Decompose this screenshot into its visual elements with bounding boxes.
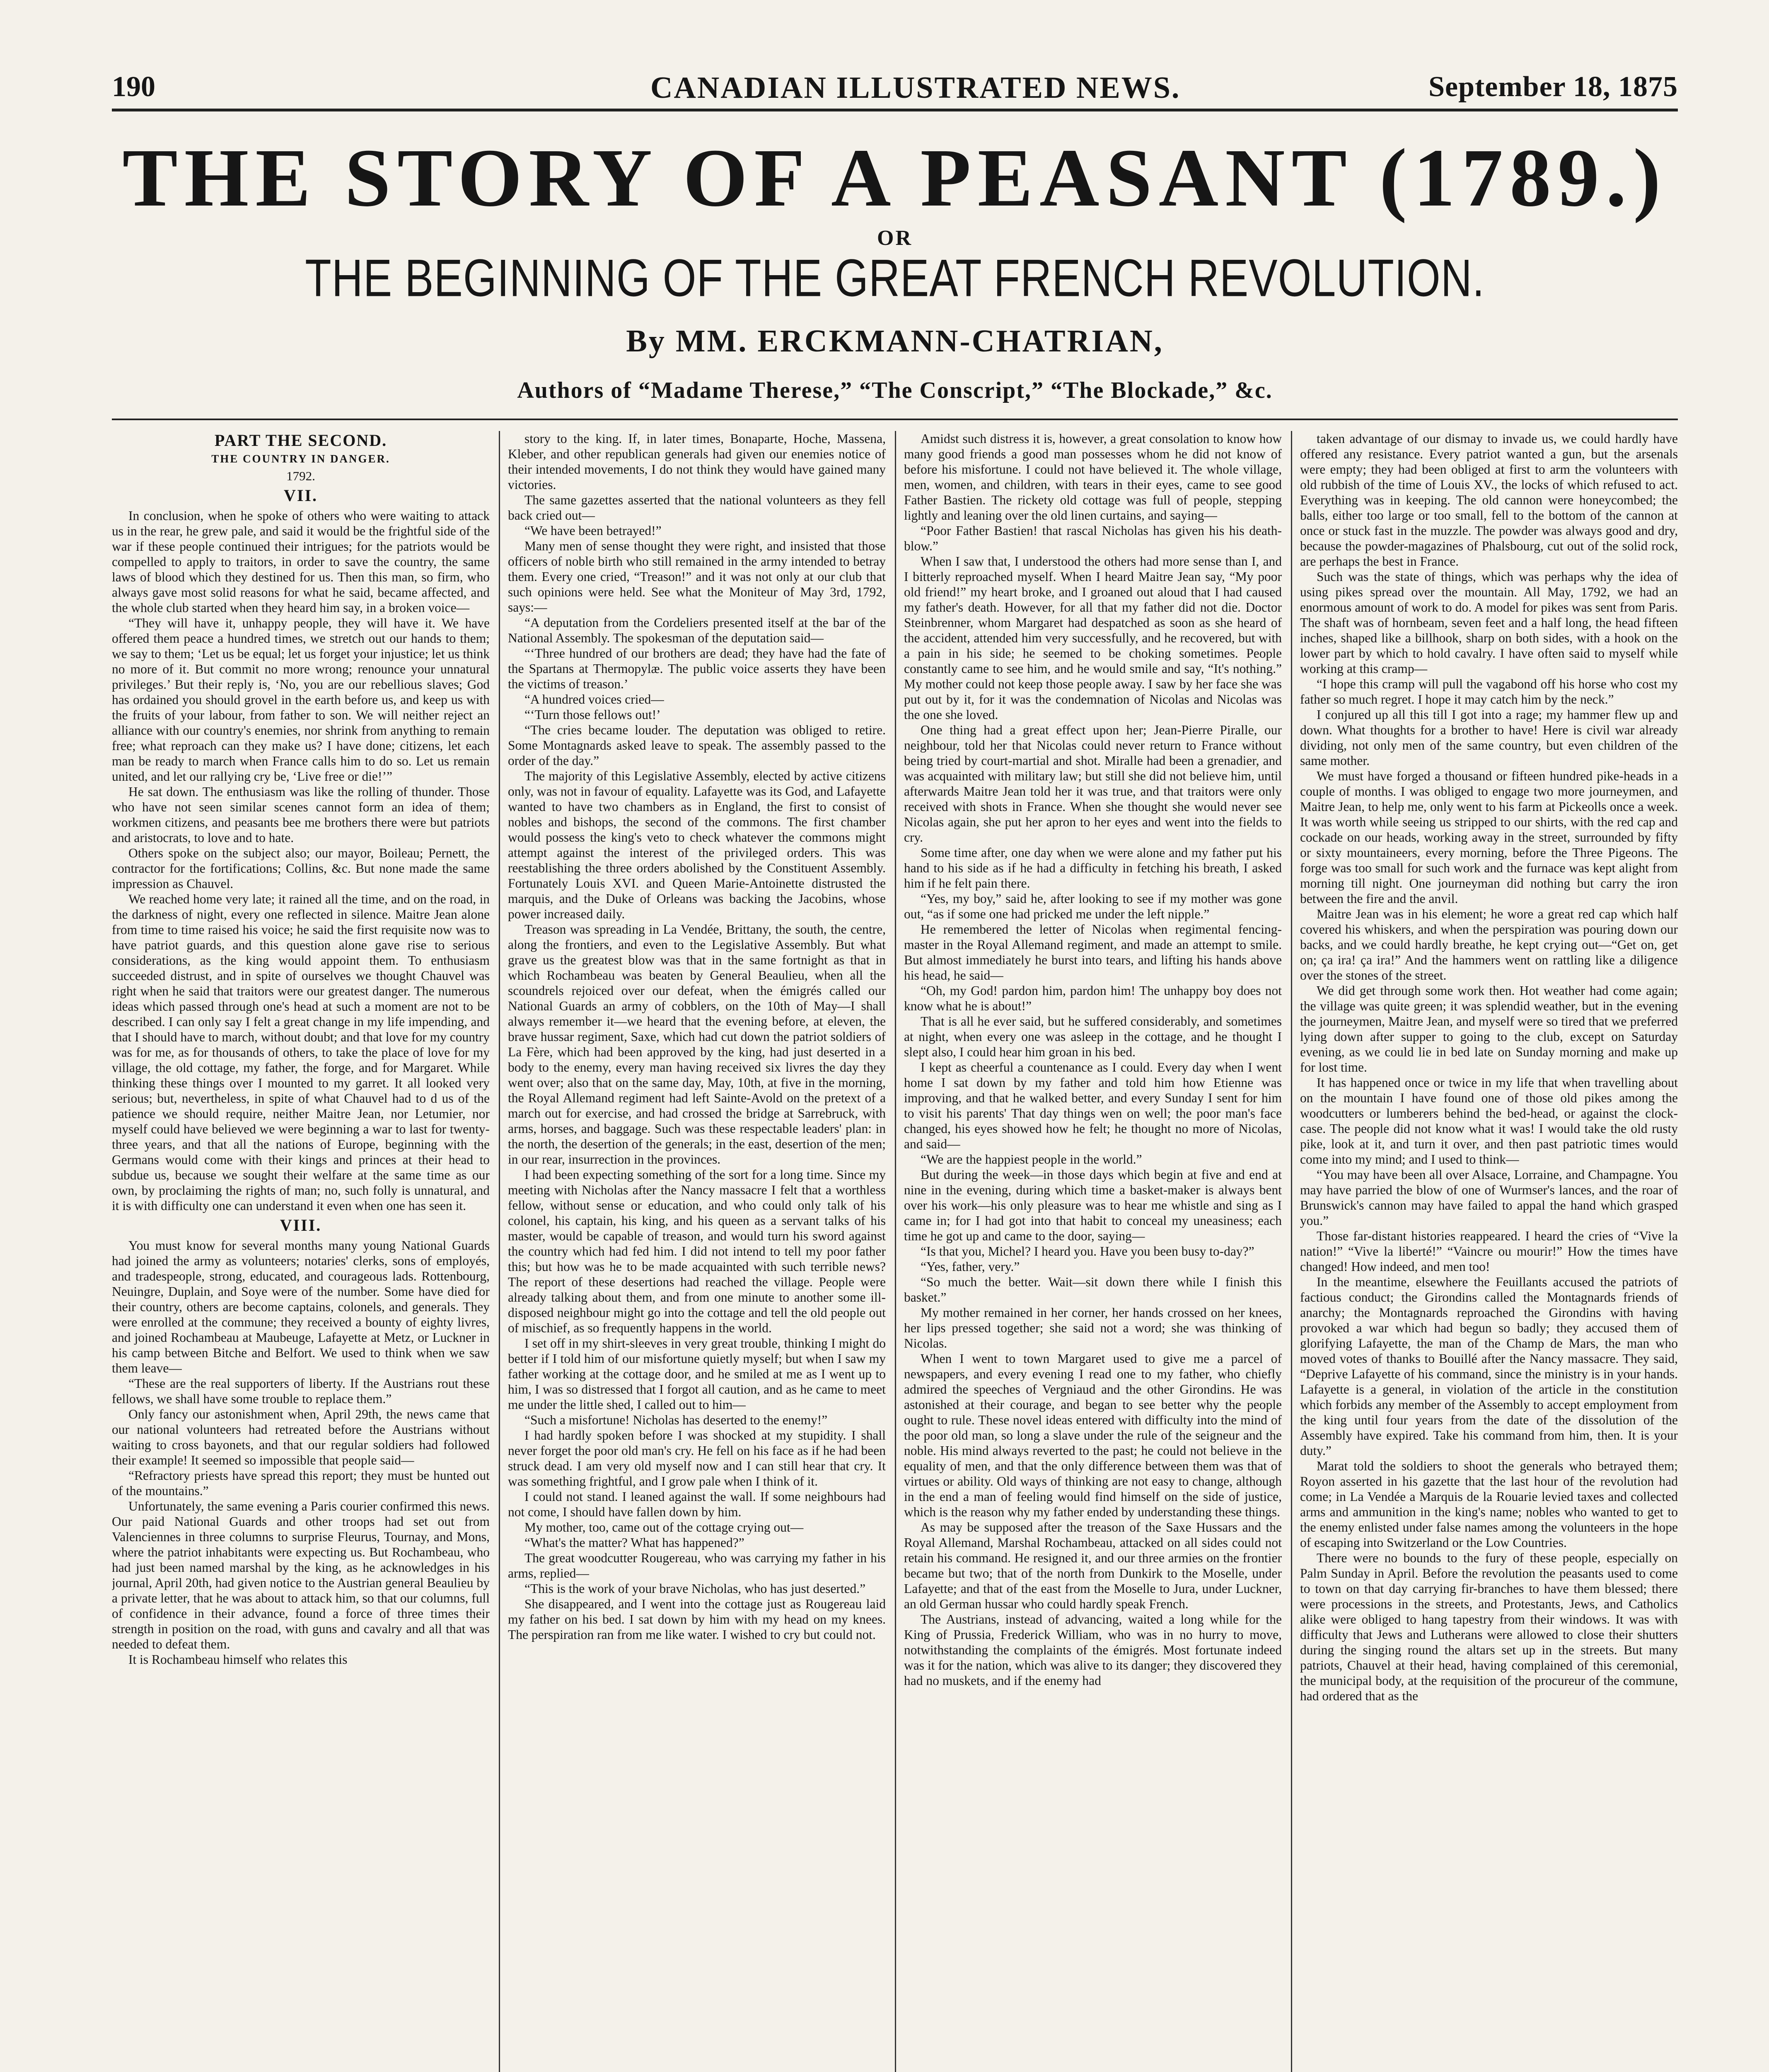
paragraph: There were no bounds to the fury of these people, especially on Palm Sunday in April. Before the revolution the peasants used to come to town on that day carrying fir-branches to have them blessed; there were processions in the streets, and Protestants, Jews, and Catholics alike were obliged to hang tapestry from their windows. It was with difficulty that Jews and Lutherans were allowed to close their shutters during the singing round the altars set up in the streets. But many patriots, Chauvel at their head, having complained of this ceremonial, the municipal body, at the requisition of the procureur of the commune, had ordered that as the bbox=[1300, 1551, 1678, 1703]
paragraph: The same gazettes asserted that the national volunteers as they fell back cried out— bbox=[508, 493, 886, 523]
paragraph: “This is the work of your brave Nicholas, who has just deserted.” bbox=[524, 1581, 866, 1596]
paragraph: “Such a misfortune! Nicholas has deserted to the enemy!” bbox=[524, 1413, 828, 1427]
paragraph: Only fancy our astonishment when, April 29th, the news came that our national volunteers had retreated before the Austrians without waiting to cross bayonets, and that our regular soldiers had followed their example! It seemed so impossible that people said— bbox=[112, 1407, 490, 1467]
part-heading: PART THE SECOND. bbox=[214, 431, 387, 450]
paragraph: “Yes, father, very.” bbox=[921, 1259, 1020, 1274]
article-column-4 bbox=[1300, 431, 1678, 2072]
paragraph: “I hope this cramp will pull the vagabond off his horse who cost my father so much regret. I hope it may catch him by the neck.” bbox=[1300, 677, 1678, 707]
paragraph: Marat told the soldiers to shoot the generals who betrayed them; Royon asserted in his gazette that the last hour of the revolution had come; in La Vendée a Marquis de la Rouarie levied taxes and collected arms and ammunition in the king's name; nobles who wanted to get to the enemy enlisted under false names among the volunteers in the hope of escaping into Switzerland or the Low Countries. bbox=[1300, 1459, 1678, 1550]
paragraph: It has happened once or twice in my life that when travelling about on the mountain I have found one of those old pikes among the woodcutters or lumberers behind the bed-head, or against the clock-case. The people did not know what it was! I would take the old rusty pike, look at it, and turn it over, and then past patriotic times would come into my mind; and I used to think— bbox=[1300, 1075, 1678, 1167]
article-column-3 bbox=[904, 431, 1282, 2072]
article-columns bbox=[112, 431, 1678, 2072]
paragraph: One thing had a great effect upon her; Jean-Pierre Piralle, our neighbour, told her that Nicolas could never return to France without being tried by court-martial and shot. Miralle had been a grenadier, and was acquainted with military law; but still she did not believe him, until afterwards Maitre Jean told her it was true, and that traitors were only received with shots in France. When she thought she would never see Nicolas again, she put her apron to her eyes and went into the fields to cry. bbox=[904, 723, 1282, 845]
paragraph: Treason was spreading in La Vendée, Brittany, the south, the centre, along the frontiers, and even to the Legislative Assembly. But what grave us the greatest blow was that in the same fortnight as that in which Rochambeau was beaten by General Beaulieu, when all the scoundrels rejoiced over our defeat, when the émigrés called our National Guards an army of cobblers, on the 10th of May—I shall always remember it—we heard that the evening before, at eleven, the brave hussar regiment, Saxe, which had cut down the patriot soldiers of La Fère, which had been approved by the king, had just deserted in a body to the enemy, every man having received six livres the day they went over; also that on the same day, May, 10th, at five in the morning, the Royal Allemand regiment had left Sainte-Avold on the pretext of a march out for exercise, and had crossed the bridge at Sarrebruck, with arms, horses, and baggage. Such was these respectable leaders' plan: in the north, the desertion of the generals; in the east, desertion of the men; in our rear, insurrection in the provinces. bbox=[508, 922, 886, 1167]
paragraph: “Refractory priests have spread this report; they must be hunted out of the mountains.” bbox=[112, 1468, 490, 1498]
paragraph: We did get through some work then. Hot weather had come again; the village was quite green; it was splendid weather, but in the evening the journeymen, Maitre Jean, and myself were so tired that we preferred lying down after supper to going to the club, except on Saturday evening, as we could lie in bed late on Sunday morning and make up for lost time. bbox=[1300, 983, 1678, 1075]
story-title: THE STORY OF A PEASANT (1789.) bbox=[122, 132, 1668, 224]
paragraph: But during the week—in those days which begin at five and end at nine in the evening, during which time a basket-maker is always bent over his work—his only pleasure was to hear me whistle and sing as I came in; for I had got into that habit to conceal my uneasiness; each time he got up and came to the door, saying— bbox=[904, 1167, 1282, 1243]
paragraph: “A hundred voices cried— bbox=[524, 692, 664, 707]
article-column-1 bbox=[112, 431, 490, 2072]
paragraph: The majority of this Legislative Assembly, elected by active citizens only, was not in favour of equality. Lafayette was its God, and Lafayette wanted to have two chambers as in England, the first to consist of nobles and bishops, the second of the commons. The first chamber would possess the king's veto to check whatever the commons might attempt against the interest of the privileged orders. This was reestablishing the three orders abolished by the Constituent Assembly. Fortunately Louis XVI. and Queen Marie-Antoinette distrusted the marquis, and the Duke of Orleans was backing the Jacobins, whose power increased daily. bbox=[508, 769, 886, 921]
paragraph: “We have been betrayed!” bbox=[524, 523, 662, 538]
running-header bbox=[112, 70, 1678, 112]
column-divider bbox=[895, 431, 896, 2072]
column-1-text bbox=[112, 508, 490, 1213]
paragraph: I had been expecting something of the sort for a long time. Since my meeting with Nicholas after the Nancy massacre I felt that a worthless fellow, without sense or education, and who could only talk of his colonel, his captain, his king, and his queen as a servant talks of his master, would be capable of treason, and would turn his sword against the country which had fed him. I did not intend to tell my poor father this; but how was he to be made acquainted with such terrible news? The report of these desertions had reached the village. People were already talking about them, and from one minute to another some ill-disposed neighbour might go into the cottage and tell the old people out of mischief, as so frequently happens in the world. bbox=[508, 1167, 886, 1335]
paragraph: “The cries became louder. The deputation was obliged to retire. Some Montagnards asked leave to speak. The assembly passed to the order of the day.” bbox=[508, 723, 886, 768]
column-1-continued-text bbox=[112, 1238, 490, 1667]
paragraph: Some time after, one day when we were alone and my father put his hand to his side as if he had a difficulty in fetching his breath, I asked him if he felt pain there. bbox=[904, 845, 1282, 891]
paragraph: “We are the happiest people in the world.” bbox=[921, 1152, 1142, 1167]
paragraph: taken advantage of our dismay to invade us, we could hardly have offered any resistance. Every patriot wanted a gun, but the arsenals were empty; they had been obliged at first to arm the volunteers with old rubbish of the time of Louis XV., the locks of which refused to act. Everything was in keeping. The old cannon were honeycombed; the balls, either too large or too small, fell to the bottom of the cannon at once or stuck fast in the muzzle. The powder was always good and dry, because the powder-magazines of Phalsbourg, cut out of the solid rock, are perhaps the best in France. bbox=[1300, 431, 1678, 569]
paragraph: He sat down. The enthusiasm was like the rolling of thunder. Those who have not seen similar scenes cannot form an idea of them; workmen citizens, and peasants bee me brothers there were but patriots and aristocrats, to love and to hate. bbox=[112, 784, 490, 845]
chapter-heading-viii: VIII. bbox=[280, 1216, 322, 1234]
paragraph: I could not stand. I leaned against the wall. If some neighbours had not come, I should have fallen down by him. bbox=[508, 1489, 886, 1519]
article-column-2 bbox=[508, 431, 886, 2072]
issue-date: September 18, 1875 bbox=[1428, 71, 1678, 103]
paragraph: “Poor Father Bastien! that rascal Nicholas has given his his death-blow.” bbox=[904, 523, 1282, 553]
paragraph: The Austrians, instead of advancing, waited a long while for the King of Prussia, Frederick William, who was in no hurry to move, notwithstanding the complaints of the émigrés. Most fortunate indeed was it for the nation, which was alive to its danger; they discovered they had no muskets, and if the enemy had bbox=[904, 1612, 1282, 1688]
header-rule bbox=[112, 109, 1678, 111]
paragraph: “‘Turn those fellows out!’ bbox=[524, 707, 661, 722]
paragraph: He remembered the letter of Nicolas when regimental fencing-master in the Royal Allemand regiment, and made an attempt to smile. But almost immediately he burst into tears, and lifting his hands above his head, he said— bbox=[904, 922, 1282, 983]
paragraph: “These are the real supporters of liberty. If the Austrians rout these fellows, we shall have some trouble to replace them.” bbox=[112, 1376, 490, 1406]
column-4-text bbox=[1300, 431, 1678, 1704]
paragraph: That is all he ever said, but he suffered considerably, and sometimes at night, when every one was asleep in the cottage, and he thought I slept also, I could hear him groan in his bed. bbox=[904, 1014, 1282, 1059]
paragraph: Such was the state of things, which was perhaps why the idea of using pikes spread over the mountain. All May, 1792, we had an enormous amount of work to do. A model for pikes was sent from Paris. The shaft was of hornbeam, seven feet and a half long, the head fifteen inches, shaped like a billhook, sharp on both sides, with a hook on the lower part by which to hold cavalry. I have often said to myself while working at this cramp— bbox=[1300, 569, 1678, 676]
paragraph: She disappeared, and I went into the cottage just as Rougereau laid my father on his bed. I sat down by him with my head on my knees. The perspiration ran from me like water. I wished to cry but could not. bbox=[508, 1597, 886, 1642]
paragraph: “So much the better. Wait—sit down there while I finish this basket.” bbox=[904, 1275, 1282, 1305]
paragraph: In the meantime, elsewhere the Feuillants accused the patriots of factious conduct; the Girondins called the Montagnards friends of anarchy; the Montagnards reproached the Girondins with having provoked a war which had begun so badly; they accused them of glorifying Lafayette, the man of the Champ de Mars, the man who moved votes of thanks to Bouillé after the Nancy massacre. They said, “Deprive Lafayette of his command, since the ministry is in your hands. Lafayette is a general, in violation of the article in the constitution which forbids any member of the Assembly to accept employment from the king until four years from the date of the dissolution of the Assembly have expired. Take his command from him, then. It is your duty.” bbox=[1300, 1275, 1678, 1458]
paragraph: I conjured up all this till I got into a rage; my hammer flew up and down. What thoughts for a brother to have! Here is civil war already dividing, not only men of the same country, but even children of the same mother. bbox=[1300, 707, 1678, 768]
year-heading: 1792. bbox=[286, 469, 315, 483]
column-divider bbox=[1291, 431, 1292, 2072]
paragraph: “They will have it, unhappy people, they will have it. We have offered them peace a hundred times, we stretch out our hands to them; we say to them; ‘Let us be equal; let us forget your injustice; let us think no more of it. But commit no more wrong; renounce your unnatural privileges.’ But their reply is, ‘No, you are our rebellious slaves; God has ordained you should grovel in the earth before us, and keep us with the fruits of your labour, from father to son. We will neither reject an alliance with our country's enemies, nor shrink from anything to remain free; what reproach can they make us? I have done; citizens, let each man be ready to march when France calls him to do so. Let us remain united, and let our rallying cry be, ‘Live free or die!’” bbox=[112, 616, 490, 784]
page-number: 190 bbox=[112, 71, 155, 103]
paragraph: Those far-distant histories reappeared. I heard the cries of “Vive la nation!” “Vive la liberté!” “Vaincre ou mourir!” How the times have changed! How indeed, and men too! bbox=[1300, 1229, 1678, 1274]
title-or: OR bbox=[877, 226, 913, 250]
paragraph: I had hardly spoken before I was shocked at my stupidity. I shall never forget the poor old man's cry. He fell on his face as if he had been struck dead. I am very old myself now and I can still hear that cry. It was something frightful, and I grow pale when I think of it. bbox=[508, 1428, 886, 1489]
section-heading: THE COUNTRY IN DANGER. bbox=[211, 453, 390, 465]
paragraph: Many men of sense thought they were right, and insisted that those officers of noble birth who still remained in the army intended to betray them. Every one cried, “Treason!” and it was not only at our club that such opinions were held. See what the Moniteur of May 3rd, 1792, says:— bbox=[508, 539, 886, 615]
paragraph: Amidst such distress it is, however, a great consolation to know how many good friends a good man possesses whom he did not know of before his misfortune. I could not have believed it. The whole village, men, women, and children, with tears in their eyes, came to see good Father Bastien. The rickety old cottage was full of people, stepping lightly and leaning over the old linen curtains, and saying— bbox=[904, 431, 1282, 523]
paragraph: “A deputation from the Cordeliers presented itself at the bar of the National Assembly. The spokesman of the deputation said— bbox=[508, 615, 886, 645]
paragraph: I kept as cheerful a countenance as I could. Every day when I went home I sat down by my father and told him how Etienne was improving, and that he walked better, and every Sunday I sent for him to visit his parents' That day things wen on well; the poor man's face changed, his eyes showed how he felt; he thought no more of Nicolas, and said— bbox=[904, 1060, 1282, 1151]
paragraph: We must have forged a thousand or fifteen hundred pike-heads in a couple of months. I was obliged to engage two more journeymen, and Maitre Jean, to help me, only went to his farm at Pickeolls once a week. It was worth while seeing us stripped to our shirts, with the red cap and cockade on our heads, working away in the street, surrounded by fifty or sixty mountaineers, every morning, before the Three Pigeons. The forge was too small for such work and the furnace was kept alight from morning till night. One journeyman did nothing but carry the iron between the fire and the anvil. bbox=[1300, 769, 1678, 906]
paragraph: “You may have been all over Alsace, Lorraine, and Champagne. You may have parried the blow of one of Wurmser's lances, and the roar of Brunswick's cannon may have failed to appal the hand which grasped you.” bbox=[1300, 1167, 1678, 1228]
paragraph: story to the king. If, in later times, Bonaparte, Hoche, Massena, Kleber, and other republican generals had given our enemies notice of their intended movements, I do not think they would have gained many victories. bbox=[508, 431, 886, 492]
paragraph: “‘Three hundred of our brothers are dead; they have had the fate of the Spartans at Thermopylæ. The public voice asserts they have been the victims of treason.’ bbox=[508, 646, 886, 691]
paragraph: Unfortunately, the same evening a Paris courier confirmed this news. Our paid National Guards and other troops had set out from Valenciennes in three columns to surprise Fleurus, Tournay, and Mons, where the patriot inhabitants were expecting us. But Rochambeau, who had just been named marshal by the king, as he acknowledges in his journal, April 20th, had given notice to the Austrian general Beaulieu by a private letter, that he was about to attack him, so that our columns, full of confidence in their advance, found a force of three times their strength in position on the road, with guns and cavalry and all that was needed to defeat them. bbox=[112, 1499, 490, 1651]
authors-note: Authors of “Madame Therese,” “The Conscript,” “The Blockade,” &c. bbox=[517, 378, 1273, 403]
paragraph: In conclusion, when he spoke of others who were waiting to attack us in the rear, he grew pale, and said it would be the frightful side of the war if these people continued their intrigues; for the patriots would be compelled to apply to traitors, in order to save the country, the same laws of blood which they destined for us. Then this man, so firm, who always gave most solid reasons for what he said, became affected, and the whole club started when they heard him say, in a broken voice— bbox=[112, 508, 490, 615]
paragraph: You must know for several months many young National Guards had joined the army as volunteers; notaries' clerks, sons of employés, and tradespeople, strong, educated, and courageous lads. Rottenbourg, Neuingre, Duplain, and Soye were of the number. Some have died for their country, others are become captains, colonels, and generals. They were enrolled at the commune; they received a bounty of eighty livres, and joined Rochambeau at Maubeuge, Lafayette at Metz, or Luckner in his camp between Bitche and Belfort. We used to think when we saw them leave— bbox=[112, 1238, 490, 1375]
paragraph: When I saw that, I understood the others had more sense than I, and I bitterly reproached myself. When I heard Maitre Jean say, “My poor old friend!” my heart broke, and I groaned out aloud that I had caused my father's death. However, for all that my father did not die. Doctor Steinbrenner, whom Margaret had despatched as soon as she heard of the accident, attended him very successfully, and he recovered, but with a pain in his side; he seemed to be choking sometimes. People constantly came to see him, and he would smile and say, “It's nothing.” My mother could not keep those people away. I saw by her face she was put out by it, for it was the condemnation of Nicolas and Nicolas was the one she loved. bbox=[904, 554, 1282, 722]
column-divider bbox=[499, 431, 500, 2072]
paragraph: “Is that you, Michel? I heard you. Have you been busy to-day?” bbox=[921, 1244, 1254, 1259]
paragraph: It is Rochambeau himself who relates this bbox=[128, 1652, 348, 1667]
paragraph: We reached home very late; it rained all the time, and on the road, in the darkness of night, every one reflected in silence. Maitre Jean alone from time to time raised his voice; he said the first requisite now was to have patriot guards, and this question alone gave rise to serious considerations, as the king would appoint them. To enthusiasm succeeded distrust, and in spite of ourselves we thought Chauvel was right when he said that traitors were our greatest danger. The numerous ideas which passed through one's head at such a moment are not to be described. I can only say I felt a great change in my life impending, and that I should have to march, without doubt; and that love for my country was for me, as for thousands of others, to take the place of love for my village, the old cottage, my father, the forge, and for Margaret. While thinking these things over I mounted to my garret. It all looked very serious; but, nevertheless, in spite of what Chauvel had to d us of the patience we should require, neither Maitre Jean, nor Letumier, nor myself could have believed we were beginning a war to last for twenty-three years, and that all the nations of Europe, beginning with the Germans would come with their kings and princes at their head to subdue us, because we sought their welfare at the same time as our own, by proclaiming the rights of man; no, such folly is unnatural, and it is with difficulty one can understand it even when one has seen it. bbox=[112, 892, 490, 1213]
paragraph: As may be supposed after the treason of the Saxe Hussars and the Royal Allemand, Marshal Rochambeau, attacked on all sides could not retain his command. He resigned it, and our three armies on the frontier became but two; that of the north from Dunkirk to the Moselle, under Lafayette; and that of the east from the Moselle to Jura, under Luckner, an old German hussar who could hardly speak French. bbox=[904, 1520, 1282, 1611]
paragraph: The great woodcutter Rougereau, who was carrying my father in his arms, replied— bbox=[508, 1551, 886, 1581]
paragraph: “What's the matter? What has happened?” bbox=[524, 1535, 744, 1550]
story-subtitle: THE BEGINNING OF THE GREAT FRENCH REVOLUTION. bbox=[305, 249, 1485, 308]
chapter-heading-vii: VII. bbox=[283, 486, 318, 505]
paragraph: My mother remained in her corner, her hands crossed on her knees, her lips pressed together; she said not a word; she was thinking of Nicolas. bbox=[904, 1305, 1282, 1351]
byline: By MM. ERCKMANN-CHATRIAN, bbox=[626, 324, 1164, 358]
column-3-text bbox=[904, 431, 1282, 1688]
paragraph: Others spoke on the subject also; our mayor, Boileau; Pernett, the contractor for the fortifications; Collins, &c. But none made the same impression as Chauvel. bbox=[112, 846, 490, 891]
paragraph: Maitre Jean was in his element; he wore a great red cap which half covered his whiskers, and when the perspiration was pouring down our backs, and we could hardly breathe, he kept crying out—“Get on, get on; ça ira! ça ira!” And the hammers went on rattling like a diligence over the stones of the street. bbox=[1300, 907, 1678, 983]
column-2-text bbox=[508, 431, 886, 1642]
paragraph: “Yes, my boy,” said he, after looking to see if my mother was gone out, “as if some one had pricked me under the left nipple.” bbox=[904, 891, 1282, 921]
paragraph: “Oh, my God! pardon him, pardon him! The unhappy boy does not know what he is about!” bbox=[904, 983, 1282, 1013]
publication-name: CANADIAN ILLUSTRATED NEWS. bbox=[650, 71, 1181, 105]
paragraph: I set off in my shirt-sleeves in very great trouble, thinking I might do better if I told him of our misfortune quietly myself; but when I saw my father working at the cottage door, and he smiled at me as I went up to him, I was so distressed that I forgot all caution, and as he came to meet me under the little shed, I called out to him— bbox=[508, 1336, 886, 1412]
paragraph: My mother, too, came out of the cottage crying out— bbox=[524, 1520, 804, 1535]
title-rule bbox=[112, 419, 1678, 420]
paragraph: When I went to town Margaret used to give me a parcel of newspapers, and every evening I read one to my father, who chiefly admired the speeches of Vergniaud and the other Girondins. He was astonished at their courage, and began to see better why the people ought to rule. These novel ideas entered with difficulty into the mind of the poor old man, so long a slave under the rule of the seigneur and the noble. His mind always reverted to the past; he could not believe in the equality of men, and that the only difference between them was that of virtues or ability. Old ways of thinking are not easy to change, although in the end a man of feeling would find himself on the side of justice, which is the reason why my father ended by understanding these things. bbox=[904, 1351, 1282, 1519]
